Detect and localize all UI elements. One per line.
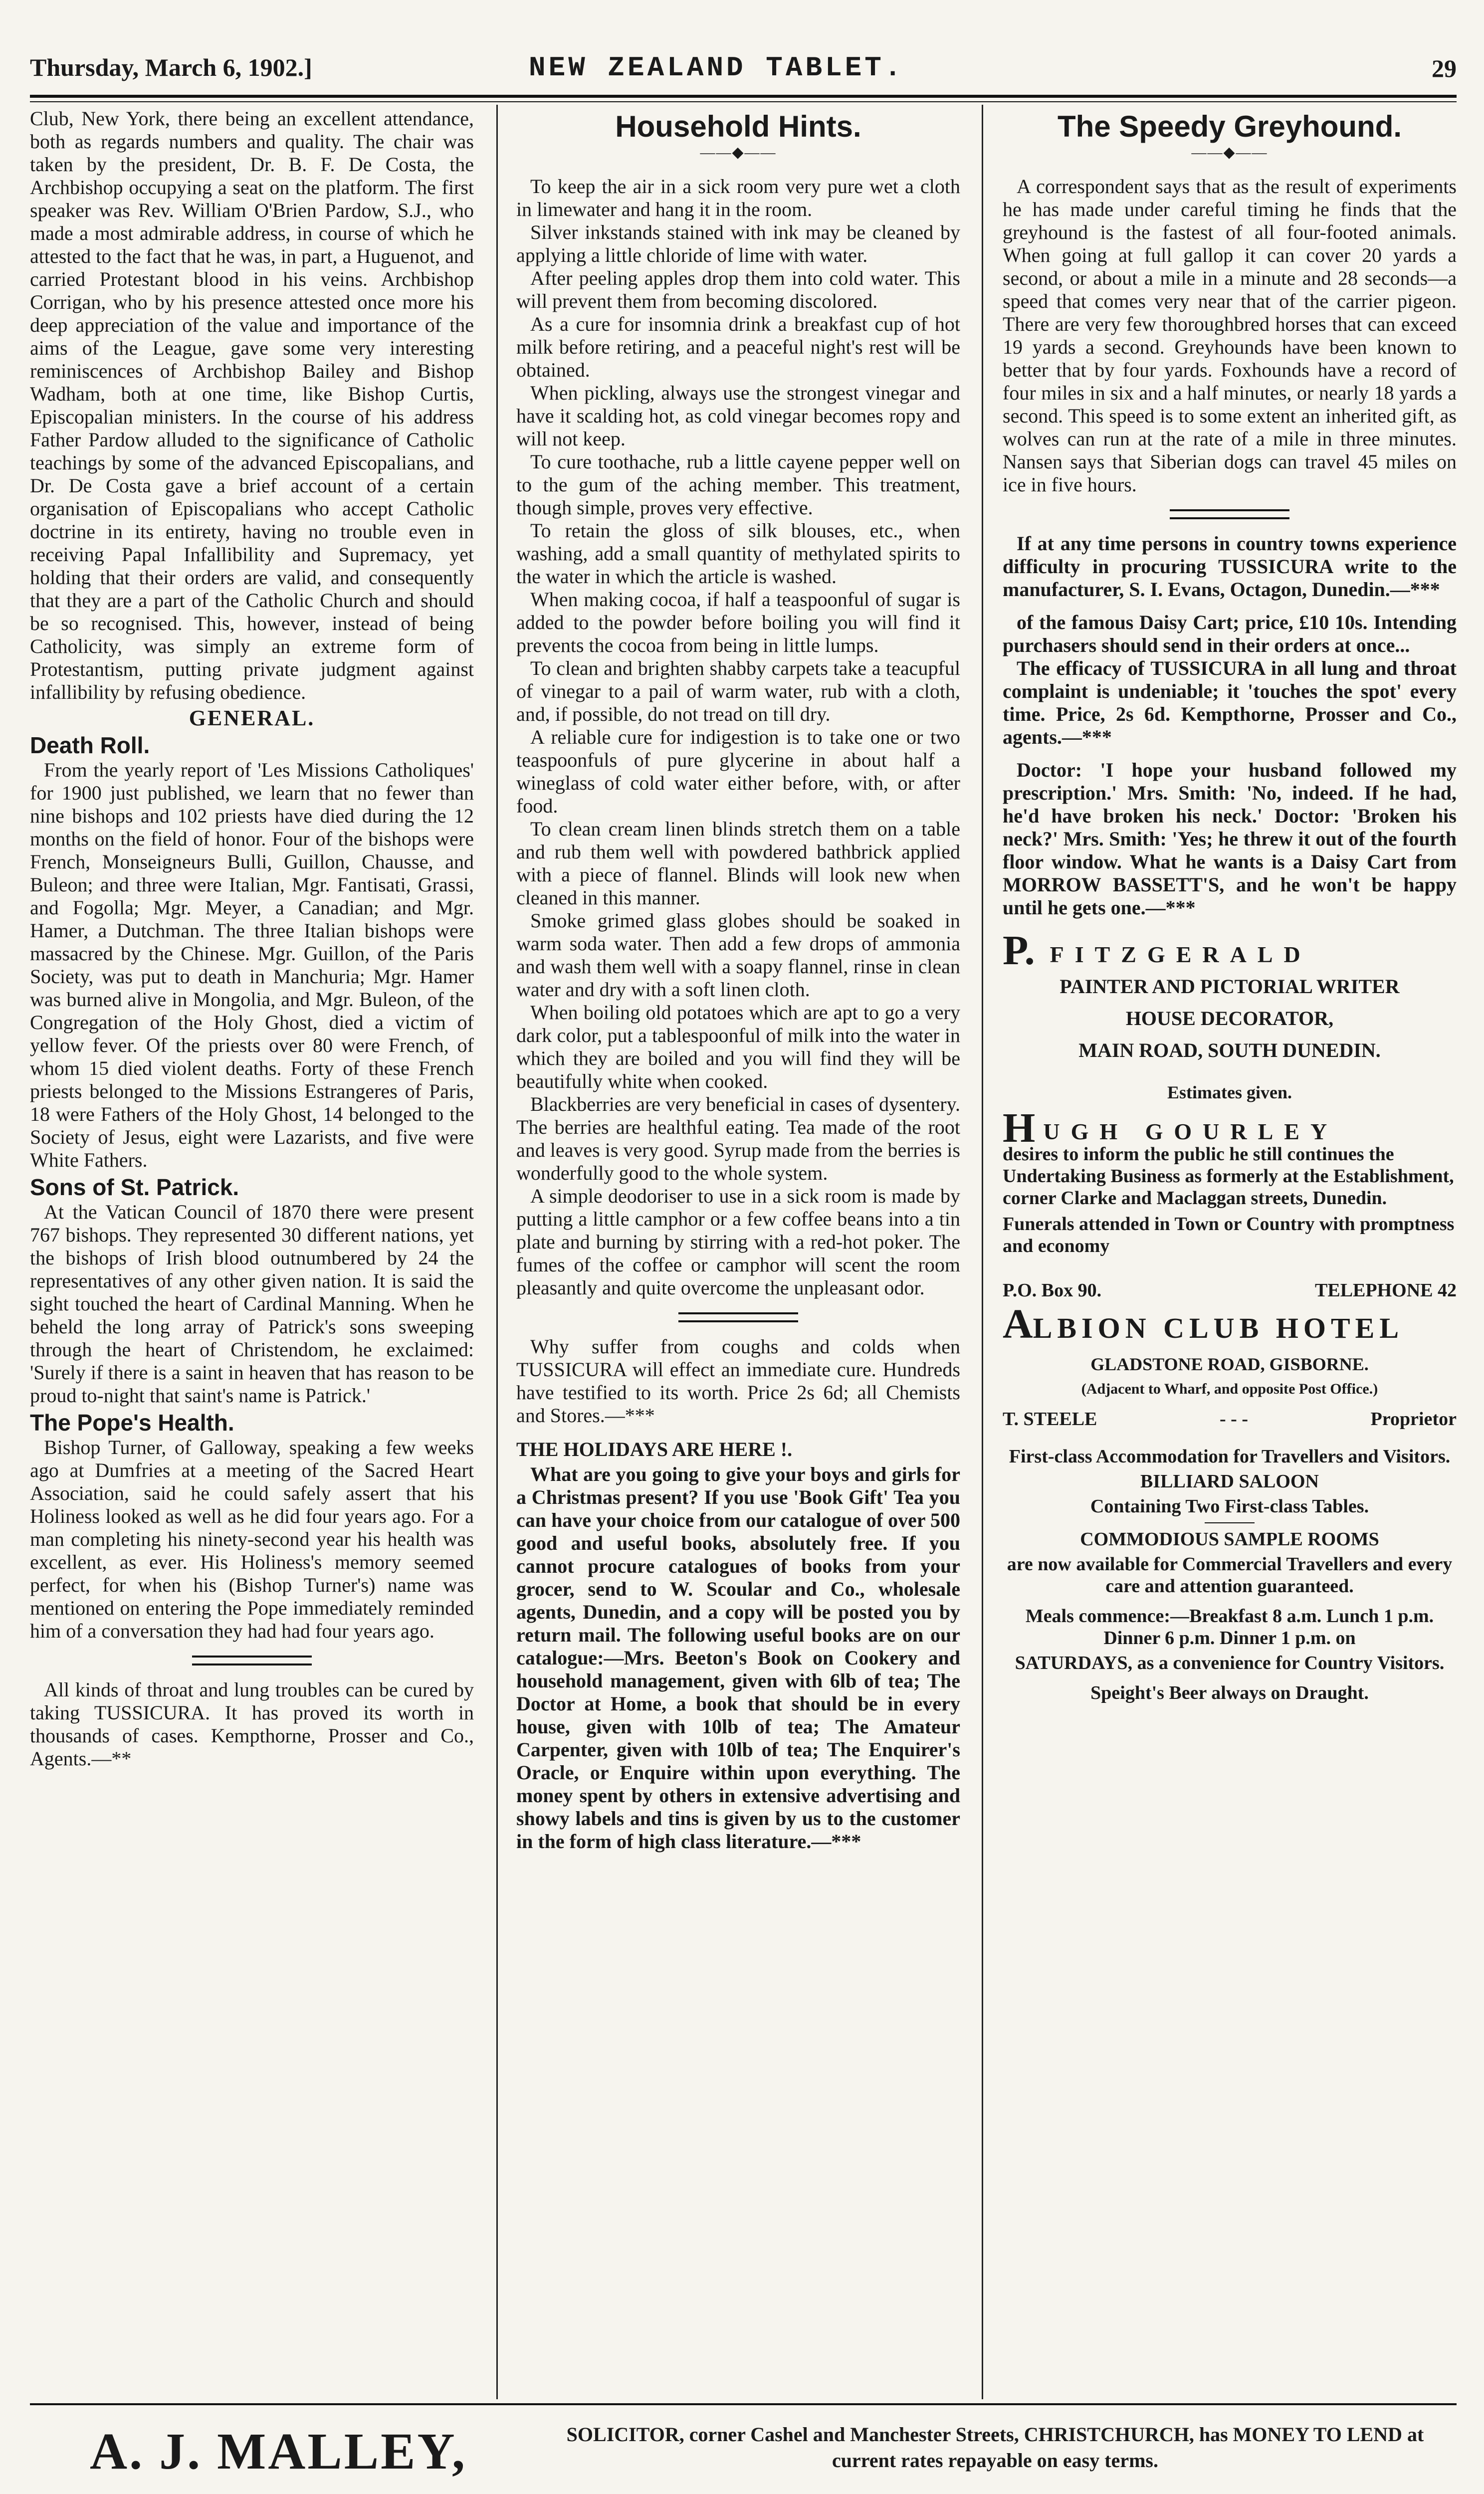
issue-date: Thursday, March 6, 1902.] xyxy=(30,53,312,81)
albion-accommodation: First-class Accommodation for Travellers and Visitors. xyxy=(1009,1446,1451,1467)
page-number: 29 xyxy=(1432,54,1457,82)
hint-item: A reliable cure for indigestion is to take one or two teaspoonfuls of pure glycerine in about half a wineglass of cold water either before, with, or after food. xyxy=(516,726,960,817)
hint-item: To keep the air in a sick room very pure wet a cloth in limewater and hang it in the room. xyxy=(516,175,960,220)
hint-item: To clean cream linen blinds stretch them on a table and rub them well with powdered bathbrick applied with a piece of flannel. Blinds will look new when cleaned in this manner. xyxy=(516,818,960,909)
gourley-funerals: Funerals attended in Town or Country with promptness and economy xyxy=(1003,1214,1455,1257)
sons-heading: Sons of St. Patrick. xyxy=(30,1174,239,1200)
sons-paragraph: At the Vatican Council of 1870 there were present 767 bishops. They represented 30 different nations, yet the bishops of Irish blood outnumbered by 24 the representatives of any other given nation. It is said the sight touched the heart of Cardinal Manning. When he beheld the long array of Patrick's sons sweeping through the heart of Christendom, he exclaimed: 'Surely if there is a saint in heaven that has reason to be proud to-night that saint's name is Patrick.' xyxy=(30,1201,474,1407)
albion-saturdays: SATURDAYS, as a convenience for Country Visitors. xyxy=(1015,1653,1445,1674)
header-rule-thin xyxy=(30,101,1457,102)
hint-item: To retain the gloss of silk blouses, etc., when washing, add a small quantity of methylated spirits to the water in which the article is washed. xyxy=(516,519,960,588)
albion-telephone: TELEPHONE 42 xyxy=(1315,1280,1457,1301)
separator-rule xyxy=(678,1312,798,1322)
greyhound-title: The Speedy Greyhound. xyxy=(1057,110,1402,143)
column-divider-1 xyxy=(496,105,498,2399)
hint-item: Blackberries are very beneficial in cases of dysentery. The berries are healthful eating. Tea made of the root and leaves is very good. Syrup made from the berries is wonderfully good to the whole system. xyxy=(516,1093,960,1184)
fitzgerald-decorator: HOUSE DECORATOR, xyxy=(1125,1007,1334,1030)
fitzgerald-trade: PAINTER AND PICTORIAL WRITER xyxy=(1060,975,1400,998)
albion-billiard: BILLIARD SALOON xyxy=(1140,1471,1319,1492)
albion-contact-row xyxy=(1003,1279,1457,1302)
hints-list xyxy=(516,175,960,1299)
hint-item: To cure toothache, rub a little cayene pepper well on to the gum of the aching member. This treatment, though simple, proves very effective. xyxy=(516,450,960,519)
general-heading: GENERAL. xyxy=(189,706,315,730)
gourley-initial: H xyxy=(1003,1104,1036,1151)
column-3 xyxy=(1003,107,1457,1707)
fitzgerald-initial: P. xyxy=(1003,927,1035,974)
albion-address: GLADSTONE ROAD, GISBORNE. xyxy=(1090,1354,1369,1375)
hint-item: Silver inkstands stained with ink may be cleaned by applying a little chloride of lime with water. xyxy=(516,221,960,266)
malley-text: SOLICITOR, corner Cashel and Manchester Streets, CHRISTCHURCH, has MONEY TO LEND at current rates repayable on easy terms. xyxy=(566,2423,1424,2472)
footer-rule xyxy=(30,2403,1457,2405)
tussicura-ad-2: If at any time persons in country towns experience difficulty in procuring TUSSICURA write to the manufacturer, S. I. Evans, Octagon, Dunedin.—*** xyxy=(1003,532,1457,601)
pope-heading: The Pope's Health. xyxy=(30,1410,234,1436)
hint-item: After peeling apples drop them into cold water. This will prevent them from becoming discolored. xyxy=(516,267,960,312)
gourley-name: UGH GOURLEY xyxy=(1043,1119,1338,1145)
column-divider-2 xyxy=(982,105,983,2399)
gourley-ad xyxy=(1003,1104,1457,1257)
tussicura-ad-1: All kinds of throat and lung troubles can be cured by taking TUSSICURA. It has proved its worth in thousands of cases. Kempthorne, Prosser and Co., Agents.—** xyxy=(30,1678,474,1770)
gourley-header xyxy=(1003,1104,1457,1151)
hint-item: To clean and brighten shabby carpets take a teacupful of vinegar to a pail of warm water, rub with a cloth, and, if possible, do not tread on till dry. xyxy=(516,657,960,725)
footer-ad xyxy=(30,2412,1457,2487)
league-article-paragraph: Club, New York, there being an excellent attendance, both as regards numbers and quality. The chair was taken by the president, Dr. B. F. De Costa, the Archbishop occupying a seat on the platform. The first speaker was Rev. William O'Brien Pardow, S.J., who made a most admirable address, in course of which he attested to the fact that he was, in part, a Huguenot, and carried Protestant blood in his veins. Archbishop Corrigan, who by his presence attested once more his deep appreciation of the value and importance of the aims of the League, gave some very interesting reminiscences of Archbishop Bailey and Bishop Wadham, both at one time, like Bishop Curtis, Episcopalian ministers. In the course of his address Father Pardow alluded to the significance of Catholic teachings by some of the advanced Episcopalians, and Dr. De Costa gave a brief account of a certain organisation of Episcopalians who accept Catholic doctrine in its entirety, having no trouble even in receiving Papal Infallibility and Supremacy, yet holding that their orders are valid, and consequently that they are a part of the Catholic Church and should be so recognised. This, however, instead of being Catholicity, was simply an extreme form of Protestantism, putting private judgment against infallibility by refusing obedience. xyxy=(30,107,474,703)
albion-travellers: are now available for Commercial Travellers and every care and attention guaranteed. xyxy=(1007,1554,1453,1597)
fitzgerald-name: FITZGERALD xyxy=(1050,941,1311,967)
albion-initial: A xyxy=(1003,1301,1033,1348)
death-roll-paragraph: From the yearly report of 'Les Missions Catholiques' for 1900 just published, we learn that no fewer than nine bishops and 102 priests have died during the 12 months on the field of honor. Four of the bishops were French, Monseigneurs Bulli, Guillon, Chausse, and Buleon; and three were Italian, Mgr. Fantisati, Grassi, and Fogolla; Mgr. Meyer, a Canadian; and Mgr. Hamer, a Dutchman. The three Italian bishops were massacred by the Chinese. Mgr. Guillon, of the Paris Society, was put to death in Manchuria; Mgr. Hamer was burned alive in Mongolia, and Mgr. Buleon, of the Congregation of the Holy Ghost, died a victim of yellow fever. Of the priests over 80 were French, of whom 15 died violent deaths. Forty of these French priests belonged to the Missions Estrangeres of Paris, 18 were Fathers of the Holy Ghost, 14 belonged to the Society of Jesus, eight were Lazarists, and five were White Fathers. xyxy=(30,759,474,1171)
coughs-ad: Why suffer from coughs and colds when TUSSICURA will effect an immediate cure. Hundreds have testified to its worth. Price 2s 6d; all Chemists and Stores.—*** xyxy=(516,1335,960,1427)
albion-ad xyxy=(1003,1279,1457,1704)
albion-meals: Meals commence:—Breakfast 8 a.m. Lunch 1 p.m. Dinner 6 p.m. Dinner 1 p.m. on xyxy=(1025,1606,1434,1649)
column-2 xyxy=(516,107,960,1853)
short-rule xyxy=(1205,1522,1255,1523)
greyhound-paragraph: A correspondent says that as the result of experiments he has made under careful timing he finds that the greyhound is the fastest of all four-footed animals. When going at full gallop it can cover 20 yards a second, or about a mile in a minute and 28 seconds—a speed that comes very near that of the carrier pigeon. There are very few thoroughbred horses that can exceed 19 yards a second. Greyhounds have been known to better that by four yards. Foxhounds have a record of four miles in six and a half minutes, or nearly 18 yards a second. This speed is to some extent an inherited gift, as wolves can run at the rate of a mile in three minutes. Nansen says that Siberian dogs can travel 45 miles on ice in five hours. xyxy=(1003,175,1457,496)
tussicura-ad-3: The efficacy of TUSSICURA in all lung and throat complaint is undeniable; it 'touches the spot' every time. Price, 2s 6d. Kempthorne, Prosser and Co., agents.—*** xyxy=(1003,657,1457,748)
albion-tables: Containing Two First-class Tables. xyxy=(1090,1496,1369,1517)
albion-header xyxy=(1003,1302,1457,1351)
holidays-paragraph: What are you going to give your boys and girls for a Christmas present? If you use 'Book Gift' Tea you can have your choice from our catalogue of over 500 good and useful books, absolutely free. If you cannot procure catalogues of books from your grocer, send to W. Scoular and Co., wholesale agents, Dunedin, and a copy will be posted you by return mail. The following useful books are on our catalogue:—Mrs. Beeton's Book on Cookery and household management, given with 6lb of tea; The Doctor at Home, a book that should be in every house, given with 10lb of tea; The Amateur Carpenter, given with 10lb of tea; The Enquirer's Oracle, or Enquire within upon everything. The money spent by others in extensive advertising and showy labels and tins is given by us to the customer in the form of high class literature.—*** xyxy=(516,1463,960,1853)
hint-item: When making cocoa, if half a teaspoonful of sugar is added to the powder before boiling you will find it prevents the cocoa from being in little lumps. xyxy=(516,588,960,656)
malley-name: A. J. MALLEY, xyxy=(90,2423,467,2480)
albion-adjacent: (Adjacent to Wharf, and opposite Post Office.) xyxy=(1081,1381,1378,1398)
page-header xyxy=(30,43,1457,98)
hint-item: Smoke grimed glass globes should be soaked in warm soda water. Then add a few drops of ammonia and wash them well with a soapy flannel, rinse in clean water and dry with a soft linen cloth. xyxy=(516,909,960,1001)
doctor-joke-ad: Doctor: 'I hope your husband followed my prescription.' Mrs. Smith: 'No, indeed. If he had, he'd have broken his neck.' Doctor: 'Broken his neck?' Mrs. Smith: 'Yes; he threw it out of the fourth floor window. What he wants is a Daisy Cart from MORROW BASSETT'S, and he won't be happy until he gets one.—*** xyxy=(1003,759,1457,919)
fitzgerald-estimates: Estimates given. xyxy=(1167,1082,1292,1102)
albion-proprietor-name: T. STEELE xyxy=(1003,1409,1097,1430)
newspaper-title: NEW ZEALAND TABLET. xyxy=(529,52,904,84)
ornament-rule: ——◆—— xyxy=(700,144,777,161)
hint-item: When pickling, always use the strongest vinegar and have it scalding hot, as cold vinegar becomes ropy and will not keep. xyxy=(516,382,960,450)
albion-sample-rooms: COMMODIOUS SAMPLE ROOMS xyxy=(1080,1529,1379,1550)
holidays-heading: THE HOLIDAYS ARE HERE !. xyxy=(516,1438,793,1460)
albion-proprietor-label: Proprietor xyxy=(1370,1409,1457,1430)
hint-item: As a cure for insomnia drink a breakfast cup of hot milk before retiring, and a peaceful night's rest will be obtained. xyxy=(516,313,960,381)
hint-item: A simple deodoriser to use in a sick room is made by putting a little camphor or a few coffee beans into a tin plate and burning by stirring with a red-hot poker. The fumes of the coffee or camphor will scent the room pleasantly and quite overcome the unpleasant odor. xyxy=(516,1185,960,1299)
fitzgerald-address: MAIN ROAD, SOUTH DUNEDIN. xyxy=(1078,1039,1381,1061)
daisy-cart-ad: of the famous Daisy Cart; price, £10 10s. Intending purchasers should send in their orders at once... xyxy=(1003,611,1457,656)
albion-name: LBION CLUB HOTEL xyxy=(1033,1312,1404,1345)
household-hints-title: Household Hints. xyxy=(615,110,861,143)
pope-paragraph: Bishop Turner, of Galloway, speaking a few weeks ago at Dumfries at a meeting of the Sacred Heart Association, said he could safely assert that his Holiness looked as well as he did four years ago. For a man completing his ninety-second year his health was excellent, as ever. His Holiness's memory seemed perfect, for when his (Bishop Turner's) name was mentioned on entering the Pope immediately reminded him of a conversation they had had four years ago. xyxy=(30,1436,474,1642)
fitzgerald-header xyxy=(1003,927,1457,974)
hint-item: When boiling old potatoes which are apt to go a very dark color, put a tablespoonful of milk into the water in which they are boiled and you will find they will be beautifully white when cooked. xyxy=(516,1001,960,1092)
separator-rule xyxy=(1170,509,1289,519)
albion-beer: Speight's Beer always on Draught. xyxy=(1090,1682,1369,1704)
albion-dashes: - - - xyxy=(1220,1409,1248,1430)
gourley-text: desires to inform the public he still continues the Undertaking Business as formerly at the Establishment, corner Clarke and Maclaggan streets, Dunedin. xyxy=(1003,1144,1454,1209)
fitzgerald-ad xyxy=(1003,927,1457,1104)
albion-po-box: P.O. Box 90. xyxy=(1003,1280,1102,1301)
column-1 xyxy=(30,107,474,1770)
header-rule xyxy=(30,95,1457,98)
ornament-rule: ——◆—— xyxy=(1191,144,1268,161)
separator-rule xyxy=(192,1656,312,1665)
albion-proprietor-row xyxy=(1003,1408,1457,1431)
death-roll-heading: Death Roll. xyxy=(30,732,150,758)
